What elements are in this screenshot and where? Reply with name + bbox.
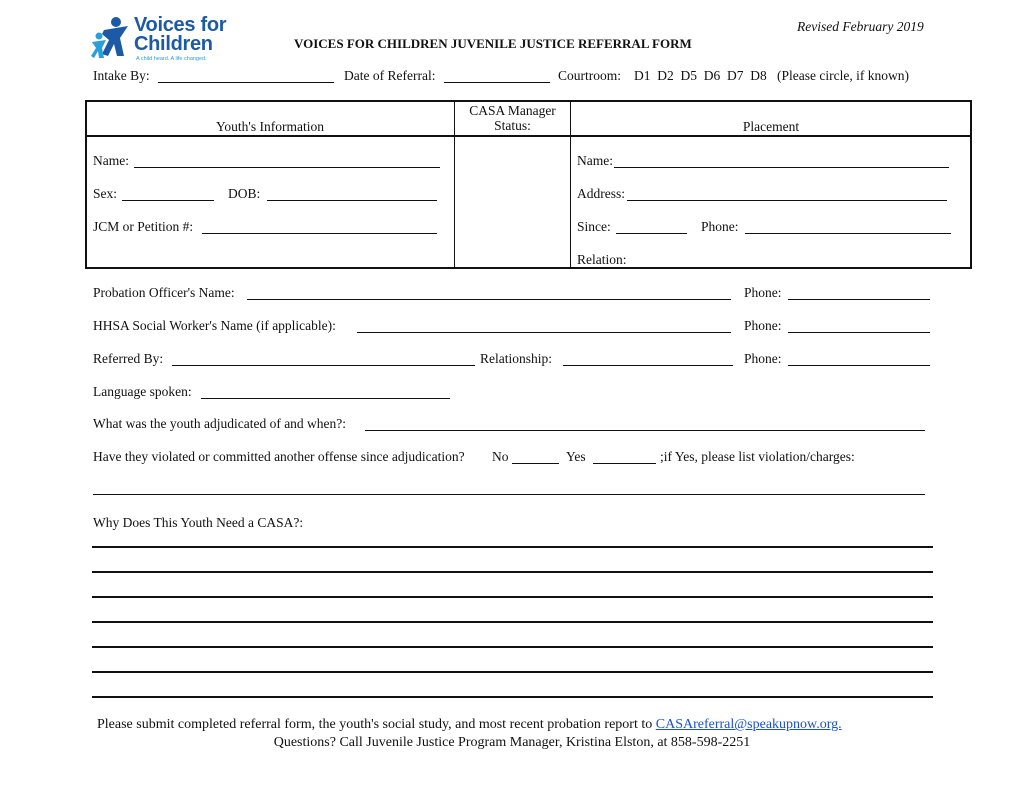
language-label: Language spoken: — [93, 384, 192, 399]
relationship-label: Relationship: — [480, 351, 552, 366]
youth-name-label: Name: — [93, 153, 129, 168]
violated-no-label: No — [492, 449, 509, 464]
youth-jcm-field[interactable] — [202, 233, 437, 234]
voices-for-children-logo — [90, 14, 240, 64]
placement-name-field[interactable] — [614, 167, 949, 168]
logo-line1: Voices for — [134, 14, 227, 36]
date-of-referral-field[interactable] — [444, 82, 550, 83]
referral-email-link[interactable]: CASAreferral@speakupnow.org. — [655, 717, 842, 732]
why-casa-line-3[interactable] — [92, 596, 933, 598]
probation-officer-label: Probation Officer's Name: — [93, 285, 235, 300]
violated-no-field[interactable] — [512, 463, 559, 464]
children-figure-icon — [90, 16, 132, 60]
courtroom-options[interactable]: D1 D2 D5 D6 D7 D8 — [634, 68, 767, 83]
referred-by-field[interactable] — [172, 365, 475, 366]
why-casa-line-2[interactable] — [92, 571, 933, 573]
hhsa-phone-label: Phone: — [744, 318, 782, 333]
youth-dob-label: DOB: — [228, 186, 261, 201]
probation-phone-field[interactable] — [788, 299, 930, 300]
placement-address-label: Address: — [577, 186, 625, 201]
violated-yes-label: Yes — [566, 449, 586, 464]
hhsa-worker-field[interactable] — [357, 332, 731, 333]
youth-jcm-label: JCM or Petition #: — [93, 219, 194, 234]
hhsa-phone-field[interactable] — [788, 332, 930, 333]
placement-relation-label: Relation: — [577, 252, 627, 267]
youth-sex-field[interactable] — [122, 200, 214, 201]
youth-name-field[interactable] — [134, 167, 440, 168]
violated-yes-field[interactable] — [593, 463, 656, 464]
youth-dob-field[interactable] — [267, 200, 437, 201]
placement-since-field[interactable] — [616, 233, 687, 234]
why-casa-line-5[interactable] — [92, 646, 933, 648]
adjudicated-field[interactable] — [365, 430, 925, 431]
youth-info-header: Youth's Information — [216, 119, 324, 134]
placement-address-field[interactable] — [627, 200, 947, 201]
casa-manager-header: CASA Manager — [469, 103, 556, 118]
violated-question: Have they violated or committed another offense since adjudication? — [93, 449, 465, 464]
adjudicated-label: What was the youth adjudicated of and when?: — [93, 416, 347, 431]
casa-status-header: Status: — [494, 118, 531, 133]
referred-by-label: Referred By: — [93, 351, 164, 366]
why-casa-label: Why Does This Youth Need a CASA?: — [93, 515, 304, 530]
placement-since-label: Since: — [577, 219, 611, 234]
why-casa-line-6[interactable] — [92, 671, 933, 673]
placement-phone-label: Phone: — [701, 219, 739, 234]
logo-tagline: A child heard. A life changed. — [136, 56, 207, 62]
why-casa-line-7[interactable] — [92, 696, 933, 698]
placement-phone-field[interactable] — [745, 233, 951, 234]
why-casa-line-4[interactable] — [92, 621, 933, 623]
date-of-referral-label: Date of Referral: — [344, 68, 436, 83]
table-header-divider — [85, 135, 972, 137]
footer-submit-line — [97, 717, 842, 733]
footer-submit-text: Please submit completed referral form, the youth's social study, and most recent probation report to — [97, 717, 653, 732]
logo-line2: Children — [134, 33, 213, 55]
violated-if-yes-label: ;if Yes, please list violation/charges: — [660, 449, 855, 464]
placement-name-label: Name: — [577, 153, 613, 168]
placement-header: Placement — [742, 119, 800, 134]
courtroom-note: (Please circle, if known) — [777, 68, 909, 83]
intake-by-label: Intake By: — [93, 68, 150, 83]
hhsa-worker-label: HHSA Social Worker's Name (if applicable): — [93, 318, 336, 333]
relationship-field[interactable] — [563, 365, 733, 366]
referrer-phone-field[interactable] — [788, 365, 930, 366]
language-field[interactable] — [201, 398, 450, 399]
probation-phone-label: Phone: — [744, 285, 782, 300]
intake-by-field[interactable] — [158, 82, 334, 83]
courtroom-label: Courtroom: — [558, 68, 621, 83]
revised-date: Revised February 2019 — [797, 19, 924, 34]
referrer-phone-label: Phone: — [744, 351, 782, 366]
why-casa-line-1[interactable] — [92, 546, 933, 548]
violations-field[interactable] — [93, 494, 925, 495]
footer-questions: Questions? Call Juvenile Justice Program Manager, Kristina Elston, at 858-598-2251 — [273, 735, 751, 750]
youth-sex-label: Sex: — [93, 186, 118, 201]
probation-officer-field[interactable] — [247, 299, 731, 300]
form-title: VOICES FOR CHILDREN JUVENILE JUSTICE REFERRAL FORM — [294, 36, 692, 51]
